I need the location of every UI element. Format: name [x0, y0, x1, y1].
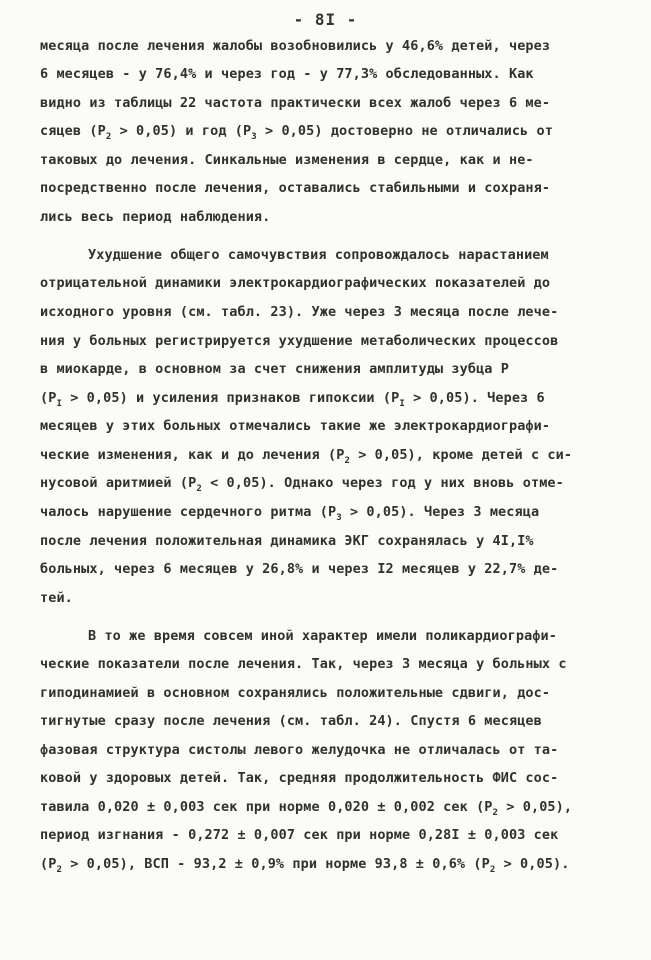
text-line: [40, 502, 539, 528]
text-line: [40, 825, 558, 845]
subscript: 3: [251, 132, 257, 142]
subscript: 2: [489, 865, 496, 875]
text-segment: > 0,05). Через 3 месяца: [341, 504, 540, 520]
text-segment: ковой у здоровых детей. Так, средняя продолжительность ФИС сос-: [40, 770, 559, 786]
text-line: [40, 36, 550, 56]
subscript: 3: [336, 513, 342, 523]
text-line: [40, 359, 509, 379]
text-segment: после лечения положительная динамика ЭКГ сохранялась у 4I,I%: [40, 533, 534, 549]
text-segment: нусовой аритмией (P: [40, 475, 197, 491]
text-segment: фазовая структура систолы левого желудочка не отличалась от та-: [40, 742, 559, 758]
text-line: [40, 207, 270, 227]
text-segment: посредственно после лечения, оставались стабильными и сохраня-: [40, 180, 551, 196]
text-line: [40, 740, 558, 760]
subscript: 2: [344, 456, 350, 466]
page-number: - 8I -: [293, 10, 358, 29]
subscript: 2: [196, 484, 202, 494]
text-segment: Ухудшение общего самочувствия сопровождалось нарастанием: [88, 247, 549, 263]
text-segment: таковых до лечения. Синкальные изменения в сердце, как и не-: [40, 152, 534, 168]
text-line: [40, 797, 572, 823]
text-line: [40, 416, 550, 436]
text-line: [40, 388, 545, 414]
text-line: [40, 854, 569, 880]
text-segment: В то же время совсем иной характер имели поликардиографи-: [88, 628, 557, 644]
text-segment: > 0,05) и усиления признаков гипоксии (P: [62, 390, 400, 406]
subscript: I: [399, 399, 405, 409]
text-segment: > 0,05), ВСП - 93,2 ± 0,9% при норме 93,8 ± 0,6% (P: [62, 856, 490, 872]
text-segment: сяцев (P: [40, 123, 106, 139]
text-segment: месяца после лечения жалобы возобновились у 46,6% детей, через: [40, 38, 551, 54]
text-segment: ческие изменения, как и до лечения (P: [40, 447, 345, 463]
subscript: 2: [105, 132, 112, 142]
text-segment: больных, через 6 месяцев у 26,8% и через I2 месяцев у 22,7% де-: [40, 561, 559, 577]
text-segment: 6 месяцев - у 76,4% и через год - у 77,3% обследованных. Как: [40, 66, 534, 82]
text-line: [40, 768, 558, 788]
text-segment: видно из таблицы 22 частота практически всех жалоб через 6 ме-: [40, 95, 551, 111]
text-line: [40, 683, 550, 703]
text-line: [40, 150, 534, 170]
text-line: [88, 245, 549, 265]
text-line: [40, 302, 558, 322]
text-segment: исходного уровня (см. табл. 23). Уже через 3 месяца после лече-: [40, 304, 559, 320]
text-segment: ческие показатели после лечения. Так, через 3 месяца у больных с: [40, 656, 567, 672]
text-line: [40, 654, 567, 674]
text-line: [40, 178, 550, 198]
text-line: [40, 273, 550, 293]
text-line: [40, 711, 542, 731]
text-segment: (P: [40, 390, 57, 406]
text-line: [40, 93, 550, 113]
text-segment: чалось нарушение сердечного ритма (P: [40, 504, 337, 520]
text-segment: > 0,05) достоверно не отличались от: [256, 123, 553, 139]
subscript: 2: [492, 808, 499, 818]
text-line: [40, 588, 73, 608]
text-segment: в миокарде, в основном за счет снижения амплитуды зубца P: [40, 361, 509, 377]
text-segment: > 0,05).: [495, 856, 570, 872]
text-line: [40, 445, 572, 471]
text-segment: гиподинамией в основном сохранялись положительные сдвиги, дос-: [40, 685, 551, 701]
text-segment: > 0,05) и год (P: [111, 123, 252, 139]
text-segment: период изгнания - 0,272 ± 0,007 сек при норме 0,28I ± 0,003 сек: [40, 827, 559, 843]
text-segment: > 0,05), кроме детей с си-: [349, 447, 573, 463]
text-segment: тигнутые сразу после лечения (см. табл. 24). Спустя 6 месяцев: [40, 713, 542, 729]
text-segment: тавила 0,020 ± 0,003 сек при норме 0,020 ± 0,002 сек (P: [40, 799, 493, 815]
text-line: [40, 331, 558, 351]
text-segment: отрицательной динамики электрокардиографических показателей до: [40, 275, 551, 291]
text-line: [40, 121, 553, 147]
text-segment: > 0,05). Через 6: [404, 390, 545, 406]
text-line: [40, 64, 534, 84]
text-segment: лись весь период наблюдения.: [40, 209, 271, 225]
text-line: [88, 626, 557, 646]
text-segment: тей.: [40, 590, 73, 606]
text-line: [40, 473, 564, 499]
subscript: 2: [56, 865, 62, 875]
text-segment: > 0,05),: [498, 799, 573, 815]
subscript: I: [56, 399, 62, 409]
text-segment: < 0,05). Однако через год у них вновь отме-: [201, 475, 564, 491]
text-line: [40, 531, 534, 551]
text-segment: (P: [40, 856, 57, 872]
text-line: [40, 559, 558, 579]
text-segment: ния у больных регистрируется ухудшение метаболических процессов: [40, 333, 559, 349]
text-segment: месяцев у этих больных отмечались такие же электрокардиографи-: [40, 418, 551, 434]
